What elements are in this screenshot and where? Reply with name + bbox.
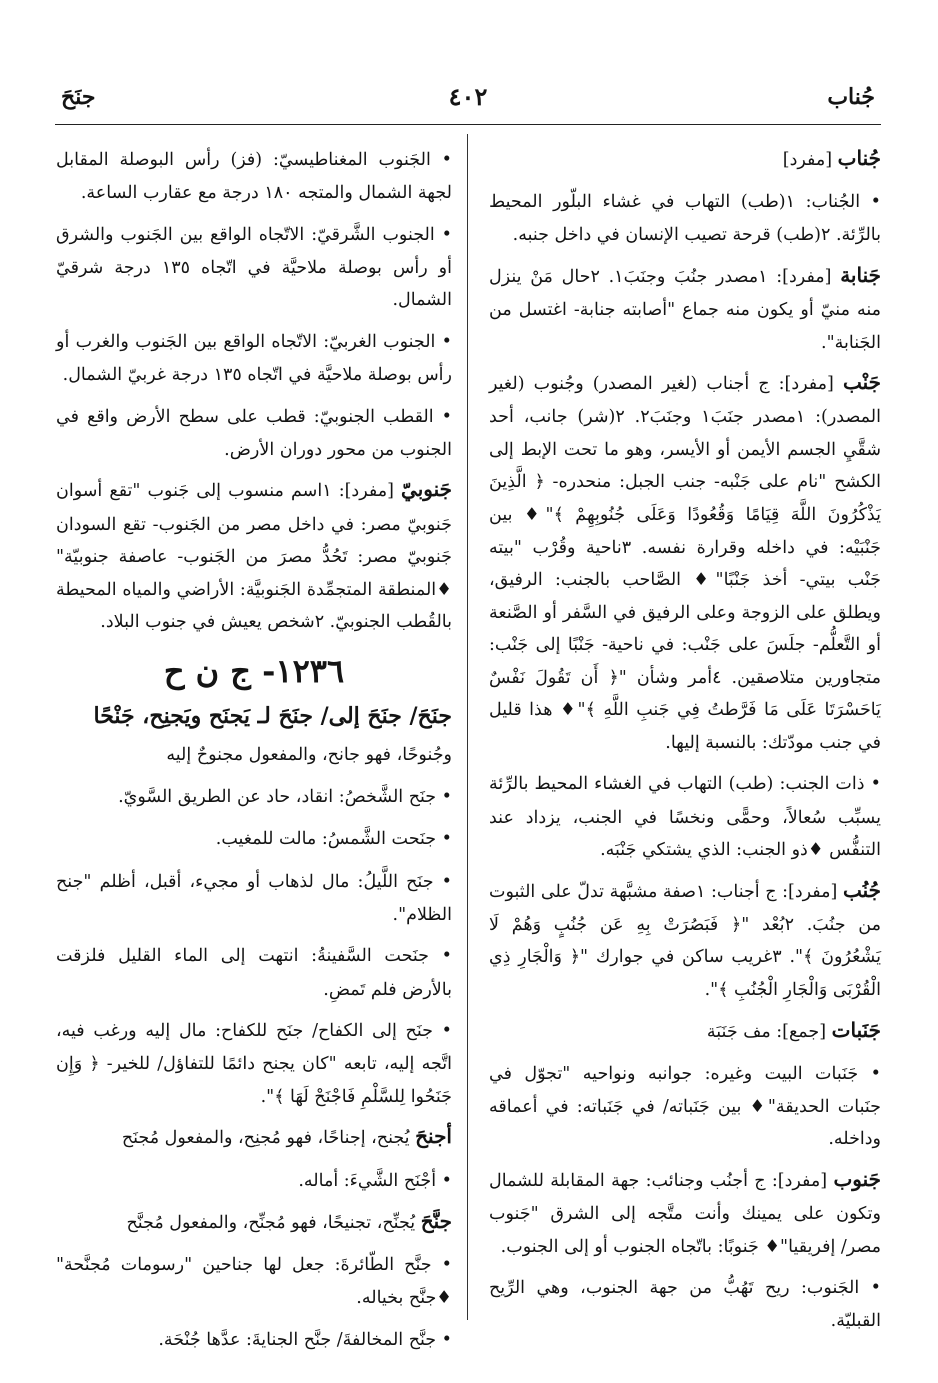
- entry-headword: جَنابة: [840, 262, 881, 287]
- entry-text: • الجَنوب: ريح تَهُبُّ من جهة الجنوب، وهي الرِّيح القبليّة.: [489, 1278, 881, 1332]
- entry-headword: جنَّحَ: [420, 1208, 452, 1233]
- entry: [56, 471, 452, 638]
- column-divider: [467, 134, 468, 1320]
- entry-headword: جَنْب: [842, 370, 881, 395]
- entry-text: يُجنِّح، تجنيحًا، فهو مُجنِّح، والمفعول مُجنَّح: [126, 1212, 421, 1233]
- header-rule: [55, 124, 881, 125]
- root-headline: جنَحَ/ جنَحَ إلى/ جنَحَ لـ يَجنَح ويَجنِح، جَنْحًا: [93, 702, 452, 729]
- entry: [56, 862, 452, 932]
- page-number: ٤٠٢: [448, 82, 488, 111]
- entry: [56, 819, 452, 856]
- entry-text: [مفرد]: ج أجناب (لغير المصدر) وجُنوب (لغير المصدر): ١مصدر جنَبَ١ وجنَبَ٢. ٢(شر) جانب، أحد شقَّيِ الجسم الأيمن أو الأيسر، وهو ما تحت الإبط إلى الكشح "نام على جَنْبه- جنب الجبل: منحدره- ﴿ الَّذِينَ يَذْكُرُونَ اللَّهَ قِيَامًا وَقُعُودًا وَعَلَى جُنُوبِهِمْ ﴾"♦ بين جَنْبَيْه: في داخله وقرارة نفسه. ٣ناحية وقُرْب "بيته جَنْب بيتي- أخذ جَنْبًا"♦ الصَّاحب بالجنب: الرفيق، ويطلق على الزوجة وعلى الرفيق في السَّفر أو الصَّنعة أو التَّعلُّم- جلَسَ على جَنْب: في ناحية- جَنْبًا إلى جَنْب: متجاورين متلاصقين. ٤أمر وشأن "﴿ أَن تَقُولَ نَفْسٌ يَاحَسْرَتَا عَلَى مَا فَرَّطتُ فِي جَنبِ اللَّهِ ﴾"♦ هذا قليل في جنب مودّتك: بالنسبة إليها.: [489, 374, 881, 753]
- entry: [56, 397, 452, 467]
- entry: [56, 1245, 452, 1315]
- entry: [56, 1011, 452, 1113]
- entry-text: • الجُناب: ١(طب) التهاب في غشاء البلّور المحيط بالرِّئة. ٢(طب) قرحة تصيب الإنسان في داخل جنبه.: [489, 192, 881, 246]
- entry: [56, 1203, 452, 1240]
- entry-text: • الجنوب الغربيّ: الاتّجاه الواقع بين الجَنوب والغرب أو رأس بوصلة ملاحيَّة في اتّجاه ١٣٥ درجة غربيّ الشمال.: [56, 332, 452, 386]
- entry-text: • جنَحت السَّفينةُ: انتهت إلى الماء القليل فلزقت بالأرض فلم تَمضِ.: [56, 946, 452, 1000]
- entry: [489, 1012, 881, 1049]
- entry: [56, 1320, 452, 1357]
- entry: [56, 1118, 452, 1155]
- entry-text: [مفرد]: ١مصدر جنُبَ وجنَبَ١. ٢حال مَنْ ينزل منه منيّ أو يكون منه جماع "أصابته جنابة- اغتسل من الجَنابة".: [489, 266, 881, 353]
- entry-headword: جَنوبيّ: [401, 477, 452, 502]
- entry: [56, 777, 452, 814]
- entry: [489, 764, 881, 866]
- header-first-word: جُناب: [827, 84, 875, 110]
- entry-text: • جنَح اللَّيلُ: مال لذهاب أو مجيء، أقبل، أظلم "جنح الظلام".: [56, 871, 452, 925]
- entry-text: [مفرد]: ج أجنُب وجنائب: جهة المقابلة للشمال وتكون على يمينك وأنت متَّجه إلى الشرق "جَنوب مصر/ إفريقيا"♦ جَنوبًا: باتّجاه الجنوب أو إلى الجنوب.: [489, 1170, 881, 1257]
- entry-text: • الجَنوب المغناطيسيّ: (فز) رأس البوصلة المقابل لجهة الشمال والمتجه ١٨٠ درجة مع عقارب الساعة.: [56, 150, 452, 204]
- header-last-word: جنَحَ: [61, 84, 96, 110]
- entry: [489, 1161, 881, 1263]
- entry-text: • أجْنَح الشَّيءَ: أماله.: [298, 1170, 452, 1191]
- entry: [489, 257, 881, 359]
- entry: [56, 936, 452, 1006]
- entry-headword: جُنُب: [842, 877, 881, 902]
- entry-headword: جُناب: [837, 146, 881, 170]
- entry: [489, 182, 881, 252]
- entry-text: وجُنوحًا، فهو جانح، والمفعول مجنوحٌ إليه: [166, 745, 452, 766]
- entry: [56, 735, 452, 772]
- entry-text: • جنَح إلى الكفاح/ جنَح للكفاح: مال إليه ورغب فيه، اتَّجه إليه، تابعه "كان يجنح دائمًا للتفاؤل/ للخير- ﴿ وَإِن جَنَحُوا لِلسَّلْمِ فَاجْنَحْ لَهَا ﴾".: [56, 1021, 452, 1107]
- entry-text: يُجنح، إجناحًا، فهو مُجنِح، والمفعول مُجنَح: [121, 1128, 416, 1149]
- entry-headword: جَنوب: [833, 1166, 881, 1191]
- entry-text: • جَنَبات البيت وغيره: جوانبه ونواحيه "تجوّل في جنَبات الحديقة"♦ بين جَنَباته/ في جَنَباته: في أعماقه وداخله.: [489, 1063, 881, 1150]
- entry-text: [مفرد]: [782, 150, 838, 170]
- entry-text: [مفرد]: ١اسم منسوب إلى جَنوب "تقع أسوان جَنوبيّ مصر: في داخل مصر من الجَنوب- تقع السودان جَنوبيّ مصر: تَحُدُّ مصرَ من الجَنوب- عاصفة جنوبيّة" ♦المنطقة المتجمِّدة الجَنوبيَّة: الأراضي والمياه المحيطة بالقُطب الجنوبيّ. ٢شخص يعيش في جنوب البلاد.: [56, 481, 452, 633]
- entry: [56, 140, 452, 210]
- right-column: [489, 140, 881, 1343]
- entry-text: • الجنوب الشَّرقيّ: الاتّجاه الواقع بين الجَنوب والشرق أو رأس بوصلة ملاحيَّة في اتّجاه ١٣٥ درجة شرقيّ الشمال.: [56, 224, 452, 311]
- entry-text: • القطب الجنوبيّ: قطب على سطح الأرض واقع في الجنوب من محور دوران الأرض.: [56, 406, 452, 460]
- entry: [489, 1054, 881, 1156]
- entry-headword: أجنحَ: [415, 1124, 452, 1149]
- page-header: [55, 80, 881, 120]
- entry: [489, 872, 881, 1007]
- entry-text: • ذات الجنب: (طب) التهاب في الغشاء المحيط بالرِّئة يسبِّب سُعالاً، وحمًّى ونخسًا في الجنب، يزداد عند التنفُّس ♦ذو الجنب: الذي يشتكي جَنْبَه.: [489, 774, 881, 861]
- entry-text: • جنَّح الطّائرةَ: جعل لها جناحين "رسومات مُجنَّحة" ♦جنَّح بخياله.: [56, 1254, 452, 1309]
- entry-text: • جنَّح المخالفةَ/ جنَّح الجنايةَ: عدَّها جُنْحَة.: [158, 1329, 452, 1350]
- entry: [56, 322, 452, 392]
- entry: [56, 1161, 452, 1198]
- left-column: [56, 140, 452, 1362]
- entry-text: • جنَحت الشَّمسُ: مالت للمغيب.: [215, 829, 452, 850]
- entry-headword: جَنَبات: [831, 1017, 881, 1042]
- entry: [489, 140, 881, 177]
- entry-text: [جمع]: مف جَنَبَة: [706, 1021, 832, 1042]
- section-title: ١٢٣٦- ج ن ح: [163, 651, 345, 690]
- entry: [489, 364, 881, 759]
- entry-text: • جنَح الشَّخصُ: انقاد، حاد عن الطريق السَّويّ.: [118, 787, 452, 808]
- entry: [489, 1268, 881, 1338]
- entry-text: [مفرد]: ج أجناب: ١صفة مشبَّهة تدلّ على الثبوت من جنُبَ. ٢بُعْد "﴿ فَبَصُرَتْ بِهِ عَن جُنُبٍ وَهُمْ لَا يَشْعُرُونَ ﴾". ٣غريب ساكن في جوارك "﴿ وَالْجَارِ ذِي الْقُرْبَى وَالْجَارِ الْجُنُبِ ﴾".: [489, 881, 882, 1000]
- entry: [56, 215, 452, 317]
